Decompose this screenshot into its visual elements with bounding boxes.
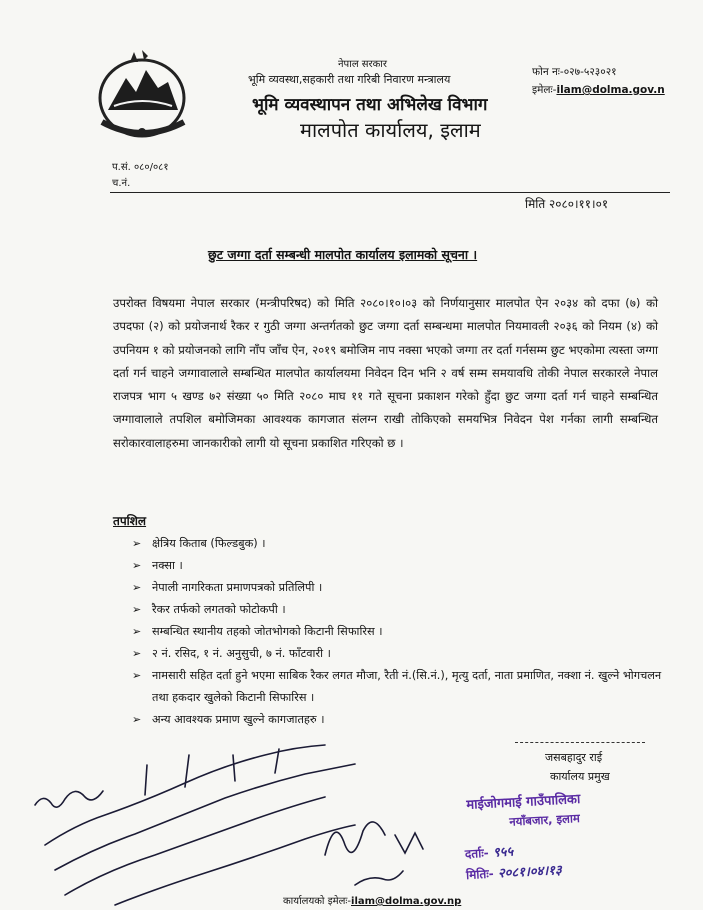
stamp-registration-row	[464, 842, 513, 862]
signatory-title: कार्यालय प्रमुख	[550, 770, 610, 783]
list-item-text: २ नं. रसिद, १ नं. अनुसुची, ७ नं. फाँटवारी ।	[152, 647, 331, 660]
footer-email-link[interactable]: ilam@dolma.gov.np	[351, 896, 462, 907]
signatory-name: जसबहादुर राई	[545, 751, 603, 764]
header-email-link[interactable]: ilam@dolma.gov.n	[556, 84, 665, 96]
header-divider	[110, 192, 670, 193]
stamp-date-value: २०८१।०४।१३	[497, 863, 563, 882]
list-item-text: नेपाली नागरिकता प्रमाणपत्रको प्रतिलिपी ।	[152, 581, 323, 594]
footer	[283, 893, 461, 907]
stamp-location: नयाँबजार, इलाम	[508, 811, 581, 829]
nepal-emblem-icon	[92, 48, 192, 143]
stamp-date-row	[466, 860, 563, 883]
list-item	[128, 555, 668, 577]
signature-line	[515, 742, 645, 743]
dispatch-number: च.नं.	[112, 178, 131, 189]
receipt-stamp	[459, 773, 664, 893]
arrow-bullet-icon: ➢	[132, 559, 142, 572]
office-name: मालपोत कार्यालय, इलाम	[300, 118, 481, 142]
list-item-text: नामसारी सहित दर्ता हुने भएमा साबिक रैकर लगत मौजा, रैती नं.(सि.नं.), मृत्यु दर्ता, नाता प्रमाणित, नक्शा नं. खुल्ने भोगचलन तथा हकदार खुलेको किटानी सिफारिस ।	[152, 669, 662, 704]
stamp-registration-number: ९५५	[492, 844, 514, 861]
government-name: नेपाल सरकार	[338, 59, 387, 70]
stamp-registration-label: दर्ताः-	[464, 845, 490, 862]
ministry-name: भूमि व्यवस्था,सहकारी तथा गरिबी निवारण मन्त्रालय	[248, 73, 451, 86]
reference-number: प.सं. ०८०/०८१	[112, 162, 169, 173]
details-list	[128, 533, 668, 731]
list-item	[128, 621, 668, 643]
document-date: मिति २०८०।११।०१	[525, 197, 609, 211]
list-item	[128, 533, 668, 555]
list-item-text: क्षेत्रिय किताब (फिल्डबुक) ।	[152, 537, 266, 550]
list-item	[128, 577, 668, 599]
arrow-bullet-icon: ➢	[132, 669, 142, 682]
list-item	[128, 643, 668, 665]
handwritten-note	[25, 735, 465, 910]
contact-block	[532, 63, 665, 99]
header-email-label: इमेलः-	[532, 84, 557, 96]
details-title: तपशिल	[113, 514, 147, 528]
arrow-bullet-icon: ➢	[132, 581, 142, 594]
stamp-municipality: माईजोगमाई गाउँपालिका	[466, 792, 581, 813]
list-item-text: रैकर तर्फको लगतको फोटोकपी ।	[152, 603, 286, 616]
list-item	[128, 709, 668, 731]
footer-label: कार्यालयको	[283, 896, 325, 907]
list-item-text: नक्सा ।	[152, 559, 183, 572]
list-item	[128, 599, 668, 621]
list-item-text: अन्य आवश्यक प्रमाण खुल्ने कागजातहरु ।	[152, 713, 325, 726]
stamp-date-label: मितिः-	[465, 866, 495, 883]
header-email-row	[532, 81, 665, 99]
arrow-bullet-icon: ➢	[132, 537, 142, 550]
reference-block	[112, 160, 169, 192]
list-item-text: सम्बन्धित स्थानीय तहको जोतभोगको किटानी सिफारिस ।	[152, 625, 383, 638]
notice-body: उपरोक्त विषयमा नेपाल सरकार (मन्त्रीपरिषद) को मिति २०८०।१०।०३ को निर्णयानुसार मालपोत ऐन २०३४ को दफा (७) को उपदफा (२) को प्रयोजनार्थ रैकर र गुठी जग्गा अन्तर्गतको छुट जग्गा दर्ता सम्बन्धमा मालपोत नियमावली २०३६ को नियम (४) को उपनियम १ को प्रयोजनको लागि नाँप जाँच ऐन, २०१९ बमोजिम नाप नक्सा भएको जग्गा तर दर्ता गर्नसम्म छुट भएकोमा त्यस्ता जग्गा दर्ता गर्न चाहने जग्गावालाले सम्बन्धित मालपोत कार्यालयमा निवेदन दिन भनि २ वर्ष सम्म समयावधि तोकी नेपाल सरकारले नेपाल राजपत्र भाग ५ खण्ड ७२ संख्या ५० मिति २०८० माघ ११ गते सूचना प्रकाशन गरेको हुँदा छुट जग्गा दर्ता गर्न चाहने सम्बन्धित जग्गावालाले तपशिल बमोजिमका आवश्यक कागजात संलग्न राखी तोकिएको समयभित्र निवेदन पेश गर्नका लागी सम्बन्धित सरोकारवालाहरुमा जानकारीको लागी यो सूचना प्रकाशित गरिएको छ ।	[113, 296, 658, 450]
arrow-bullet-icon: ➢	[132, 603, 142, 616]
arrow-bullet-icon: ➢	[132, 713, 142, 726]
department-name: भूमि व्यवस्थापन तथा अभिलेख विभाग	[252, 95, 488, 115]
arrow-bullet-icon: ➢	[132, 647, 142, 660]
footer-email-label: इमेलः-	[327, 896, 352, 907]
phone-number: फोन नः-०२७-५२३०२१	[532, 66, 617, 78]
arrow-bullet-icon: ➢	[132, 625, 142, 638]
notice-title: छुट जग्गा दर्ता सम्बन्धी मालपोत कार्यालय इलामको सूचना ।	[208, 247, 478, 262]
list-item	[128, 665, 668, 709]
